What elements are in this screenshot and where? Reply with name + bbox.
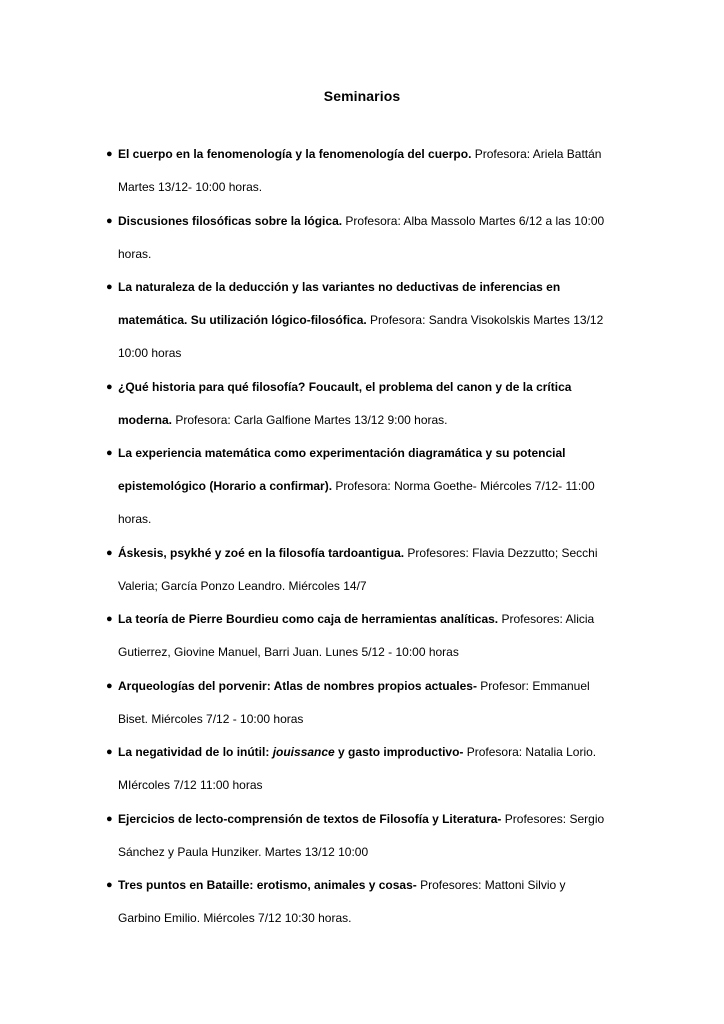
bullet-icon: ●: [106, 679, 113, 692]
seminar-list: [106, 138, 610, 936]
seminar-details: Profesora: Natalia Lorio. MIércoles 7/12 11:00 horas: [118, 745, 597, 792]
seminar-details: Profesor: Emmanuel Biset. Miércoles 7/12 - 10:00 horas: [118, 678, 590, 726]
list-item: [106, 371, 610, 437]
seminar-details: Profesora: Sandra Visokolskis Martes 13/12 10:00 horas: [118, 313, 604, 360]
list-item: [106, 271, 610, 370]
seminar-details: Profesores: Mattoni Silvio y Garbino Emilio. Miércoles 7/12 10:30 horas.: [118, 878, 566, 925]
list-item: [106, 869, 610, 935]
bullet-icon: ●: [106, 214, 113, 227]
seminar-details: Profesores: Alicia Gutierrez, Giovine Manuel, Barri Juan. Lunes 5/12 - 10:00 horas: [118, 612, 595, 659]
seminar-title: Tres puntos en Bataille: erotismo, animales y cosas-: [118, 878, 417, 892]
bullet-icon: ●: [106, 380, 113, 393]
page-title: Seminarios: [323, 88, 401, 104]
seminar-title: La teoría de Pierre Bourdieu como caja de herramientas analíticas.: [118, 612, 499, 626]
list-item: [106, 138, 610, 204]
seminar-details: Profesores: Flavia Dezzutto; Secchi Valeria; García Ponzo Leandro. Miércoles 14/7: [118, 545, 598, 593]
bullet-icon: ●: [106, 281, 113, 293]
bullet-icon: ●: [106, 812, 113, 825]
list-item: [106, 205, 610, 271]
seminar-details: Profesora: Carla Galfione Martes 13/12 9:00 horas.: [172, 412, 448, 427]
list-item: [106, 736, 610, 802]
bullet-icon: ●: [106, 546, 113, 559]
bullet-icon: ●: [106, 879, 113, 891]
seminar-title: Arqueologías del porvenir: Atlas de nombres propios actuales-: [118, 678, 477, 693]
seminar-title: Discusiones filosóficas sobre la lógica.: [118, 213, 343, 228]
bullet-icon: ●: [106, 148, 113, 160]
seminar-title-end: y gasto improductivo-: [334, 745, 464, 759]
bullet-icon: ●: [106, 613, 113, 625]
bullet-icon: ●: [106, 447, 113, 459]
seminar-title-italic: jouissance: [272, 745, 335, 759]
list-item: [106, 437, 610, 536]
seminar-details: Profesora: Alba Massolo Martes 6/12 a las 10:00 horas.: [118, 213, 605, 261]
seminar-title: Áskesis, psykhé y zoé en la filosofía tardoantigua.: [118, 545, 405, 560]
bullet-icon: ●: [106, 746, 113, 758]
seminar-details: Profesores: Sergio Sánchez y Paula Hunziker. Martes 13/12 10:00: [118, 811, 605, 859]
seminar-title: Ejercicios de lecto-comprensión de textos de Filosofía y Literatura-: [118, 811, 502, 826]
list-item: [106, 670, 610, 736]
seminar-details: Profesora: Norma Goethe- Miércoles 7/12- 11:00 horas.: [118, 479, 595, 526]
seminar-title: La naturaleza de la deducción y las variantes no deductivas de inferencias en matemática. Su utilización lógico-filosófica.: [118, 280, 561, 327]
list-item: [106, 537, 610, 603]
list-item: [106, 803, 610, 869]
list-item: [106, 603, 610, 669]
seminar-title: La negatividad de lo inútil:: [118, 745, 273, 759]
seminar-title: ¿Qué historia para qué filosofía? Foucault, el problema del canon y de la crítica moderna.: [118, 379, 572, 427]
seminar-title: La experiencia matemática como experimentación diagramática y su potencial epistemológico (Horario a confirmar).: [118, 446, 566, 493]
seminar-details: Profesora: Ariela Battán Martes 13/12- 10:00 horas.: [118, 147, 602, 194]
seminar-title: El cuerpo en la fenomenología y la fenomenología del cuerpo.: [118, 147, 472, 161]
